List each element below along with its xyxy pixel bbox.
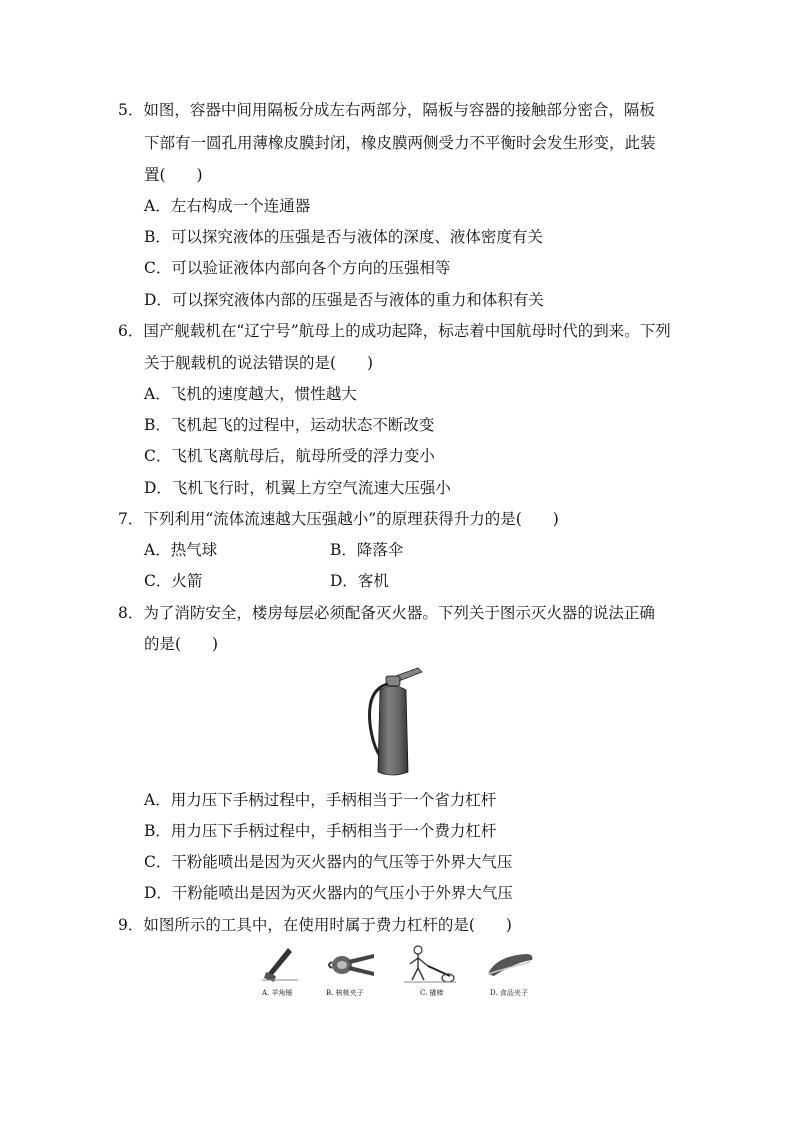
q7-option-b: B．降落伞 — [330, 541, 404, 559]
nutcracker-figure — [324, 950, 376, 980]
q5-option-b: B．可以探究液体的压强是否与液体的深度、液体密度有关 — [144, 228, 543, 246]
q8-option-d: D．干粉能喷出是因为灭火器内的气压小于外界大气压 — [144, 884, 513, 902]
q8-stem-line2: 的是( ) — [144, 635, 219, 653]
q5-option-c: C．可以验证液体内部向各个方向的压强相等 — [144, 259, 451, 277]
crowbar-figure — [404, 944, 456, 984]
q8-option-a: A．用力压下手柄过程中，手柄相当于一个省力杠杆 — [144, 791, 497, 809]
q8-option-b: B．用力压下手柄过程中，手柄相当于一个费力杠杆 — [144, 822, 497, 840]
q6-option-b: B．飞机起飞的过程中，运动状态不断改变 — [144, 416, 435, 434]
q7-stem-line1: 7．下列利用“流体流速越大压强越小”的原理获得升力的是( ) — [118, 510, 559, 528]
q6-stem-line1: 6．国产舰载机在“辽宁号”航母上的成功起降，标志着中国航母时代的到来。下列 — [118, 322, 671, 340]
q9-stem-line1: 9．如图所示的工具中，在使用时属于费力杠杆的是( ) — [118, 916, 512, 934]
q5-stem-line2: 下部有一圆孔用薄橡皮膜封闭，橡皮膜两侧受力不平衡时会发生形变，此装 — [144, 134, 656, 152]
caption-food-tongs: D. 食品夹子 — [490, 989, 528, 997]
q8-stem-line1: 8．为了消防安全，楼房每层必须配备灭火器。下列关于图示灭火器的说法正确 — [118, 604, 655, 622]
q6-stem-line2: 关于舰载机的说法错误的是( ) — [144, 354, 374, 372]
fire-extinguisher-figure — [360, 664, 430, 780]
q5-stem-line1: 5．如图，容器中间用隔板分成左右两部分，隔板与容器的接触部分密合，隔板 — [118, 101, 655, 119]
q5-stem-line3: 置( ) — [144, 166, 203, 184]
q6-option-d: D．飞机飞行时，机翼上方空气流速大压强小 — [144, 479, 451, 497]
q6-option-a: A．飞机的速度越大，惯性越大 — [144, 385, 357, 403]
q7-option-a: A．热气球 — [144, 541, 218, 559]
q5-option-a: A．左右构成一个连通器 — [144, 197, 311, 215]
q5-option-d: D．可以探究液体内部的压强是否与液体的重力和体积有关 — [144, 291, 544, 309]
caption-crowbar: C. 撬棒 — [420, 989, 444, 997]
caption-claw-hammer: A. 羊角锤 — [262, 989, 293, 997]
q8-option-c: C．干粉能喷出是因为灭火器内的气压等于外界大气压 — [144, 853, 513, 871]
food-tongs-figure — [486, 950, 536, 980]
claw-hammer-figure — [262, 946, 298, 984]
caption-nutcracker: B. 核桃夹子 — [326, 989, 364, 997]
q7-option-c: C．火箭 — [144, 572, 203, 590]
q7-option-d: D．客机 — [330, 572, 389, 590]
q6-option-c: C．飞机飞离航母后，航母所受的浮力变小 — [144, 447, 435, 465]
